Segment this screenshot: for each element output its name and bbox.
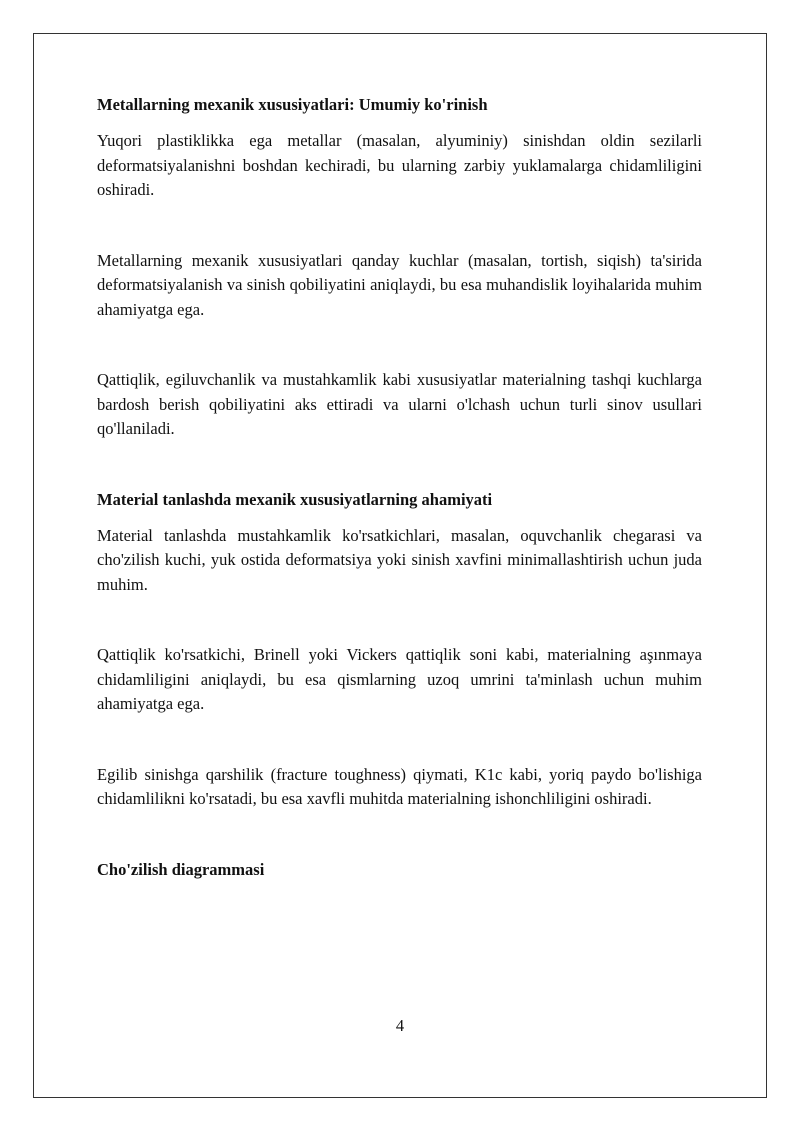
paragraph: Qattiqlik, egiluvchanlik va mustahkamlik kabi xususiyatlar materialning tashqi kuchlarga bardosh berish qobiliyatini aks ettiradi va ularni o'lchash uchun turli sinov usullari qo'llaniladi. bbox=[97, 370, 702, 438]
paragraph: Qattiqlik ko'rsatkichi, Brinell yoki Vickers qattiqlik soni kabi, materialning aşınmaya chidamliligini aniqlaydi, bu esa qismlarning uzoq umrini ta'minlash uchun muhim ahamiyatga ega. bbox=[97, 645, 702, 713]
paragraph: Material tanlashda mustahkamlik ko'rsatkichlari, masalan, oquvchanlik chegarasi va cho'zilish kuchi, yuk ostida deformatsiya yoki sinish xavfini minimallashtirish uchun juda muhim. bbox=[97, 525, 702, 594]
paragraph: Yuqori plastiklikka ega metallar (masalan, alyuminiy) sinishdan oldin sezilarli deformatsiyalanishni boshdan kechiradi, bu ularning zarbiy yuklamalarga chidamliligini oshiradi. bbox=[97, 131, 702, 199]
section-heading-material-selection: Material tanlashda mexanik xususiyatlarning ahamiyati bbox=[97, 489, 493, 509]
document-content bbox=[97, 93, 702, 894]
section-heading-tensile-diagram: Cho'zilish diagrammasi bbox=[97, 859, 265, 879]
section-heading-overview: Metallarning mexanik xususiyatlari: Umumiy ko'rinish bbox=[97, 95, 488, 114]
paragraph: Egilib sinishga qarshilik (fracture toughness) qiymati, K1c kabi, yoriq paydo bo'lishiga chidamlilikni ko'rsatadi, bu esa xavfli muhitda materialning ishonchliligini oshiradi. bbox=[97, 764, 702, 808]
page-number: 4 bbox=[395, 1016, 405, 1035]
paragraph: Metallarning mexanik xususiyatlari qanday kuchlar (masalan, tortish, siqish) ta'sirida deformatsiyalanish va sinish qobiliyatini aniqlaydi, bu esa muhandislik loyihalarida muhim ahamiyatga ega. bbox=[97, 250, 702, 319]
